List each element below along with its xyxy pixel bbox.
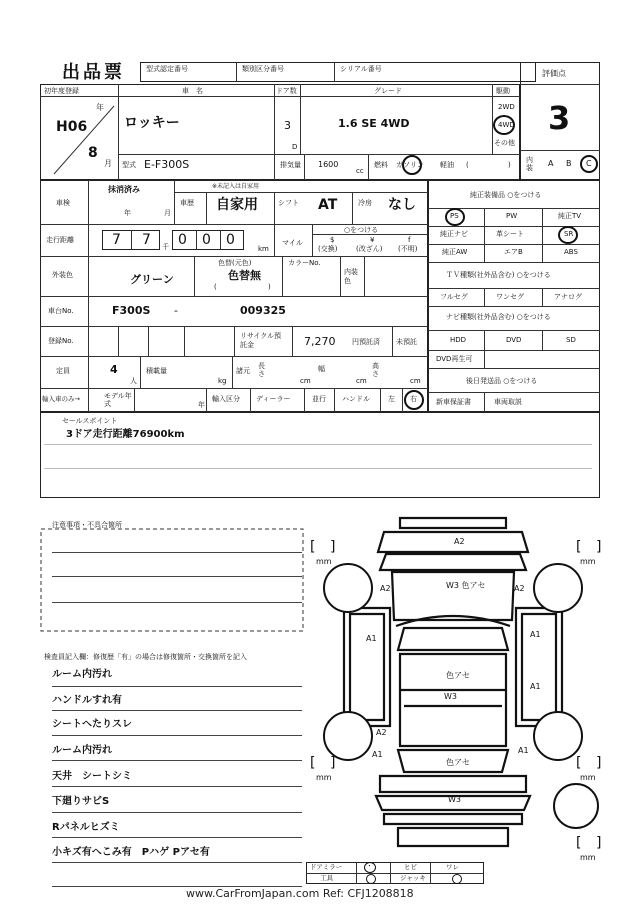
divider <box>364 256 365 296</box>
bracket-close: ] <box>330 755 336 771</box>
drive-label: 駆動 <box>496 87 510 95</box>
tv-fullseg: フルセグ <box>440 293 468 301</box>
divider <box>356 862 357 884</box>
load-label: 積載量 <box>146 367 167 375</box>
left-label: 左 <box>388 395 395 403</box>
displacement-label: 排気量 <box>280 161 301 169</box>
recycle-value: 7,270 <box>304 335 336 348</box>
ac-value: なし <box>388 197 416 213</box>
sales-point-label: セールスポイント <box>62 417 118 425</box>
divider <box>484 208 485 262</box>
km-unit: km <box>258 245 269 253</box>
displacement-value: 1600 <box>318 160 339 169</box>
rule-line <box>52 786 302 787</box>
divider <box>380 388 381 412</box>
divider <box>220 230 221 250</box>
color-change-label: 色替(元色) <box>218 259 252 267</box>
note-line-4: ルーム内汚れ <box>52 745 112 756</box>
import-type-label: 輸入区分 <box>212 395 240 403</box>
color-change-value: 色替無 <box>228 269 261 282</box>
navi-dvd: DVD <box>506 336 522 344</box>
divider <box>274 154 275 180</box>
mm-label: mm <box>580 557 596 566</box>
bracket-close: ] <box>596 835 602 851</box>
unknown-label: (不明) <box>398 245 418 253</box>
model-label: 型式 <box>122 161 136 169</box>
width-cm: cm <box>356 377 367 385</box>
rule-line <box>52 710 302 711</box>
mm-label: mm <box>316 773 332 782</box>
divider <box>542 288 543 306</box>
crack-label: ヒビ <box>404 863 417 871</box>
serial-label: シリアル番号 <box>340 65 382 73</box>
divider <box>148 326 149 356</box>
interior-c: C <box>586 159 592 168</box>
divider <box>352 192 353 224</box>
mile-label: マイル <box>282 239 303 247</box>
drive-4wd: 4WD <box>498 121 515 129</box>
capacity-unit: 人 <box>130 377 137 385</box>
rule-line <box>52 602 302 603</box>
divider <box>174 192 428 193</box>
divider <box>392 326 393 356</box>
divider <box>250 388 251 412</box>
shift-label: シフト <box>278 199 299 207</box>
rule-line <box>52 686 302 687</box>
divider <box>312 224 313 256</box>
navi-type-label: ナビ種類(社外品含む) ○をつける <box>446 313 551 321</box>
paren-close-color: ) <box>268 283 271 291</box>
model-year-label: モデル年式 <box>104 392 132 408</box>
mark-label: ○をつける <box>344 226 379 234</box>
right-label: 右 <box>410 395 417 403</box>
score-label: 評価点 <box>542 69 566 78</box>
divider <box>428 330 600 331</box>
drive-4wd-circle <box>493 115 515 135</box>
history-note: ※未記入は自家用 <box>212 183 260 190</box>
rule-line <box>52 576 302 577</box>
tool-circle <box>366 874 376 884</box>
fuel-gasoline-circle <box>402 155 422 175</box>
mileage-digit-2: 7 <box>142 232 151 248</box>
interior-label: 内装 <box>526 156 533 172</box>
car-diagram <box>300 510 610 870</box>
divider <box>40 224 428 225</box>
mileage-label: 走行距離 <box>46 236 74 244</box>
divider <box>292 326 293 356</box>
paren-open: ( <box>466 161 469 169</box>
altered-sym: ¥ <box>370 236 375 244</box>
manual-label: 車両取説 <box>494 398 522 406</box>
grade-value: 1.6 SE 4WD <box>338 117 410 130</box>
dvd-play: DVD再生可 <box>436 355 473 363</box>
insp-year-unit: 年 <box>124 209 131 217</box>
chassis-prefix: F300S <box>112 304 151 317</box>
divider <box>236 62 237 82</box>
divider <box>334 62 335 82</box>
divider <box>134 388 135 412</box>
right-circle <box>404 390 424 410</box>
dims-label: 諸元 <box>236 367 250 375</box>
drive-other: その他 <box>494 139 515 147</box>
class-label: 類別区分番号 <box>242 65 284 73</box>
year-unit: 年 <box>96 103 104 112</box>
door-mirror-label: ドアミラー <box>310 863 343 871</box>
door-mirror-circle <box>364 862 376 873</box>
divider <box>206 192 207 224</box>
note-line-1: ルーム内汚れ <box>52 669 112 680</box>
car-name-label: 車 名 <box>182 87 203 95</box>
equip-navi: 純正ナビ <box>440 230 468 238</box>
note-line-6: 下廻りサビS <box>52 796 110 807</box>
divider <box>340 256 341 296</box>
bracket-open: [ <box>576 539 582 555</box>
divider <box>118 154 520 155</box>
bracket-open: [ <box>576 755 582 771</box>
equip-pw: PW <box>506 212 518 220</box>
model-value: E-F300S <box>144 158 190 171</box>
divider <box>300 84 301 154</box>
divider <box>40 356 428 357</box>
color-no-label: カラーNo. <box>288 259 321 267</box>
damage-color-rear: 色アセ <box>446 758 470 767</box>
equip-leather: 革シート <box>496 230 524 238</box>
divider <box>428 392 600 393</box>
damage-w3-front: W3 色アセ <box>446 581 486 590</box>
damage-front-top: A2 <box>454 537 465 546</box>
rule-line <box>52 735 302 736</box>
damage-a1-rear-left: A1 <box>372 750 383 759</box>
divider <box>428 368 600 369</box>
tv-type-label: ＴＶ種類(社外品含む) ○をつける <box>446 271 551 279</box>
damage-w3-rear: W3 <box>448 795 461 804</box>
damage-a1-right-rear: A1 <box>530 682 541 691</box>
interior-b: B <box>566 159 572 168</box>
exchange-label: (交換) <box>318 245 338 253</box>
divider <box>428 226 600 227</box>
tv-analog: アナログ <box>554 293 582 301</box>
exterior-value: グリーン <box>130 273 174 286</box>
altered-label: (改ざん) <box>356 245 383 253</box>
divider <box>484 288 485 306</box>
navi-sd: SD <box>566 336 576 344</box>
divider <box>430 862 431 884</box>
mm-label: mm <box>580 853 596 862</box>
jack-circle <box>452 874 462 884</box>
rule-line <box>44 444 592 445</box>
rule-line <box>52 862 302 863</box>
divider <box>194 256 195 296</box>
damage-a2-rear-left: A2 <box>376 728 387 737</box>
inspection-value: 抹消済み <box>108 185 140 194</box>
dealer-label: ディーラー <box>256 395 291 403</box>
exchange-sym: $ <box>330 236 335 244</box>
bracket-open: [ <box>576 835 582 851</box>
divider <box>206 388 207 412</box>
reg-year-era: H06 <box>56 119 88 135</box>
ac-label: 冷房 <box>358 199 372 207</box>
divider <box>428 288 600 289</box>
tool-label: 工具 <box>320 874 333 882</box>
bracket-close: ] <box>596 755 602 771</box>
divider <box>484 330 485 368</box>
rule-line <box>52 837 302 838</box>
divider <box>118 326 119 356</box>
unknown-sym: f <box>408 236 411 244</box>
paren-open-color: ( <box>214 283 217 291</box>
divider <box>196 230 197 250</box>
kg-unit: kg <box>218 377 227 385</box>
note-line-2: ハンドルすれ有 <box>52 695 122 706</box>
note-line-5: 天井 シートシミ <box>52 771 132 782</box>
divider <box>368 154 369 180</box>
reg-month: 8 <box>88 145 98 161</box>
history-label: 車歴 <box>180 199 194 207</box>
aftermarket-label: 後日発送品 ○をつける <box>466 377 538 385</box>
height-label: 高さ <box>372 362 379 378</box>
rule-line <box>52 760 302 761</box>
divider <box>334 388 335 412</box>
paren-close: ) <box>508 161 511 169</box>
divider <box>304 388 305 412</box>
drive-2wd: 2WD <box>498 103 515 111</box>
history-value: 自家用 <box>216 197 258 213</box>
fuel-label: 燃料 <box>374 161 388 169</box>
footer-watermark: www.CarFromJapan.com Ref: CFJ1208818 <box>186 887 414 900</box>
grade-label: グレード <box>374 87 402 95</box>
model-year-unit: 年 <box>198 401 205 409</box>
divider <box>234 326 235 356</box>
height-cm: cm <box>410 377 421 385</box>
divider <box>428 262 600 263</box>
thousand-unit: 千 <box>162 243 169 251</box>
chassis-dash: - <box>174 304 178 317</box>
navi-hdd: HDD <box>450 336 467 344</box>
divider <box>428 244 600 245</box>
shift-value: AT <box>318 197 338 213</box>
divider <box>520 150 600 151</box>
rule-line <box>44 468 592 469</box>
header-id-box <box>140 62 536 82</box>
equip-sr: SR <box>564 230 574 238</box>
chassis-number: 009325 <box>240 304 286 317</box>
mileage-digit-5: 0 <box>226 232 235 248</box>
bracket-close: ] <box>596 539 602 555</box>
damage-w3-mid: W3 <box>444 692 457 701</box>
note-line-7: Rパネルヒズミ <box>52 822 120 833</box>
jack-label: ジャッキ <box>400 874 426 882</box>
capacity-value: 4 <box>110 363 118 376</box>
insp-month-unit: 月 <box>164 209 171 217</box>
divider <box>174 180 175 224</box>
capacity-label: 定員 <box>56 367 70 375</box>
divider <box>232 356 233 388</box>
divider <box>282 256 283 296</box>
handle-label: ハンドル <box>342 395 370 403</box>
divider <box>428 306 600 307</box>
divider <box>312 234 428 235</box>
damage-a1-right: A1 <box>530 630 541 639</box>
divider <box>484 392 485 412</box>
equip-airbag: エアB <box>504 248 523 256</box>
ps-circle <box>445 208 465 226</box>
warranty-label: 新車保証書 <box>436 398 471 406</box>
doors-suffix: D <box>292 143 298 151</box>
note-line-3: シートへたりスレ <box>52 719 132 730</box>
bracket-close: ] <box>330 539 336 555</box>
mileage-digit-1: 7 <box>112 232 121 248</box>
divider <box>274 84 275 154</box>
divider <box>140 356 141 388</box>
parallel-label: 並行 <box>312 395 326 403</box>
length-label: 長さ <box>258 362 265 378</box>
divider <box>118 84 119 180</box>
recycle-paid: 円預託済 <box>352 338 380 346</box>
equip-tv: 純正TV <box>558 212 582 220</box>
genuine-label: 純正装備品 ○をつける <box>470 191 542 199</box>
recycle-unpaid: 未預託 <box>396 338 417 346</box>
divider <box>274 224 275 256</box>
damage-a2-front-left: A2 <box>380 584 391 593</box>
divider <box>402 388 403 412</box>
mileage-digit-4: 0 <box>202 232 211 248</box>
equip-abs: ABS <box>564 248 578 256</box>
divider <box>542 208 543 262</box>
caution-label: 注意事項・不具合箇所 <box>52 521 122 529</box>
sales-point-box <box>40 412 600 498</box>
divider <box>40 388 428 389</box>
equip-aw: 純正AW <box>442 248 468 256</box>
sales-point-text: 3ドア走行距離76900km <box>66 429 185 440</box>
check-dot: ・ <box>366 862 373 870</box>
divider <box>40 296 428 297</box>
note-line-8: 小キズ有へこみ有 Pハゲ Pアセ有 <box>52 847 210 858</box>
model-cert-label: 型式認定番号 <box>146 65 188 73</box>
divider <box>274 192 275 224</box>
cc-unit: cc <box>356 167 364 175</box>
rule-line <box>52 552 302 553</box>
rule-line <box>52 812 302 813</box>
mm-label: mm <box>316 557 332 566</box>
mm-label: mm <box>580 773 596 782</box>
doc-title: 出品票 <box>62 62 125 83</box>
divider <box>184 326 185 356</box>
reg-no-label: 登録No. <box>48 337 74 345</box>
divider <box>304 154 305 180</box>
mileage-digit-3: 0 <box>178 232 187 248</box>
bracket-open: [ <box>310 539 316 555</box>
car-name: ロッキー <box>124 115 180 131</box>
sr-circle <box>558 226 578 244</box>
divider <box>131 230 132 250</box>
equip-ps: PS <box>450 212 459 220</box>
damage-a2-front-right: A2 <box>514 584 525 593</box>
exterior-label: 外装色 <box>52 271 73 279</box>
damage-a1-rear-right: A1 <box>518 746 529 755</box>
import-label: 輸入車のみ→ <box>42 395 80 403</box>
divider <box>40 256 428 257</box>
fuel-diesel: 軽油 <box>440 161 454 169</box>
damage-color-mid: 色アセ <box>446 671 470 680</box>
doors-label: ドア数 <box>276 87 297 95</box>
width-label: 幅 <box>318 365 325 373</box>
fuel-gasoline: ガソリン <box>396 161 424 169</box>
score-value: 3 <box>548 99 571 137</box>
divider <box>390 862 391 884</box>
month-unit: 月 <box>104 159 112 168</box>
divider <box>520 84 600 85</box>
bracket-open: [ <box>310 755 316 771</box>
divider <box>492 84 493 154</box>
inspection-label: 車検 <box>56 199 70 207</box>
doors-value: 3 <box>284 119 291 132</box>
chassis-label: 車台No. <box>48 307 74 315</box>
interior-c-circle <box>580 155 598 173</box>
first-reg-label: 初年度登録 <box>44 87 79 95</box>
length-cm: cm <box>300 377 311 385</box>
caution-box <box>40 528 304 632</box>
divider <box>428 350 600 351</box>
recycle-label: リサイクル預託金 <box>240 332 282 349</box>
break-label: ワレ <box>446 863 459 871</box>
interior-a: A <box>548 159 554 168</box>
inspector-label: 検査員記入欄：修復歴「有」の場合は修復箇所・交換箇所を記入 <box>44 653 247 661</box>
damage-a1-left: A1 <box>366 634 377 643</box>
divider <box>542 330 543 350</box>
tv-oneseg: ワンセグ <box>496 293 524 301</box>
interior-color-label: 内装色 <box>344 268 358 285</box>
